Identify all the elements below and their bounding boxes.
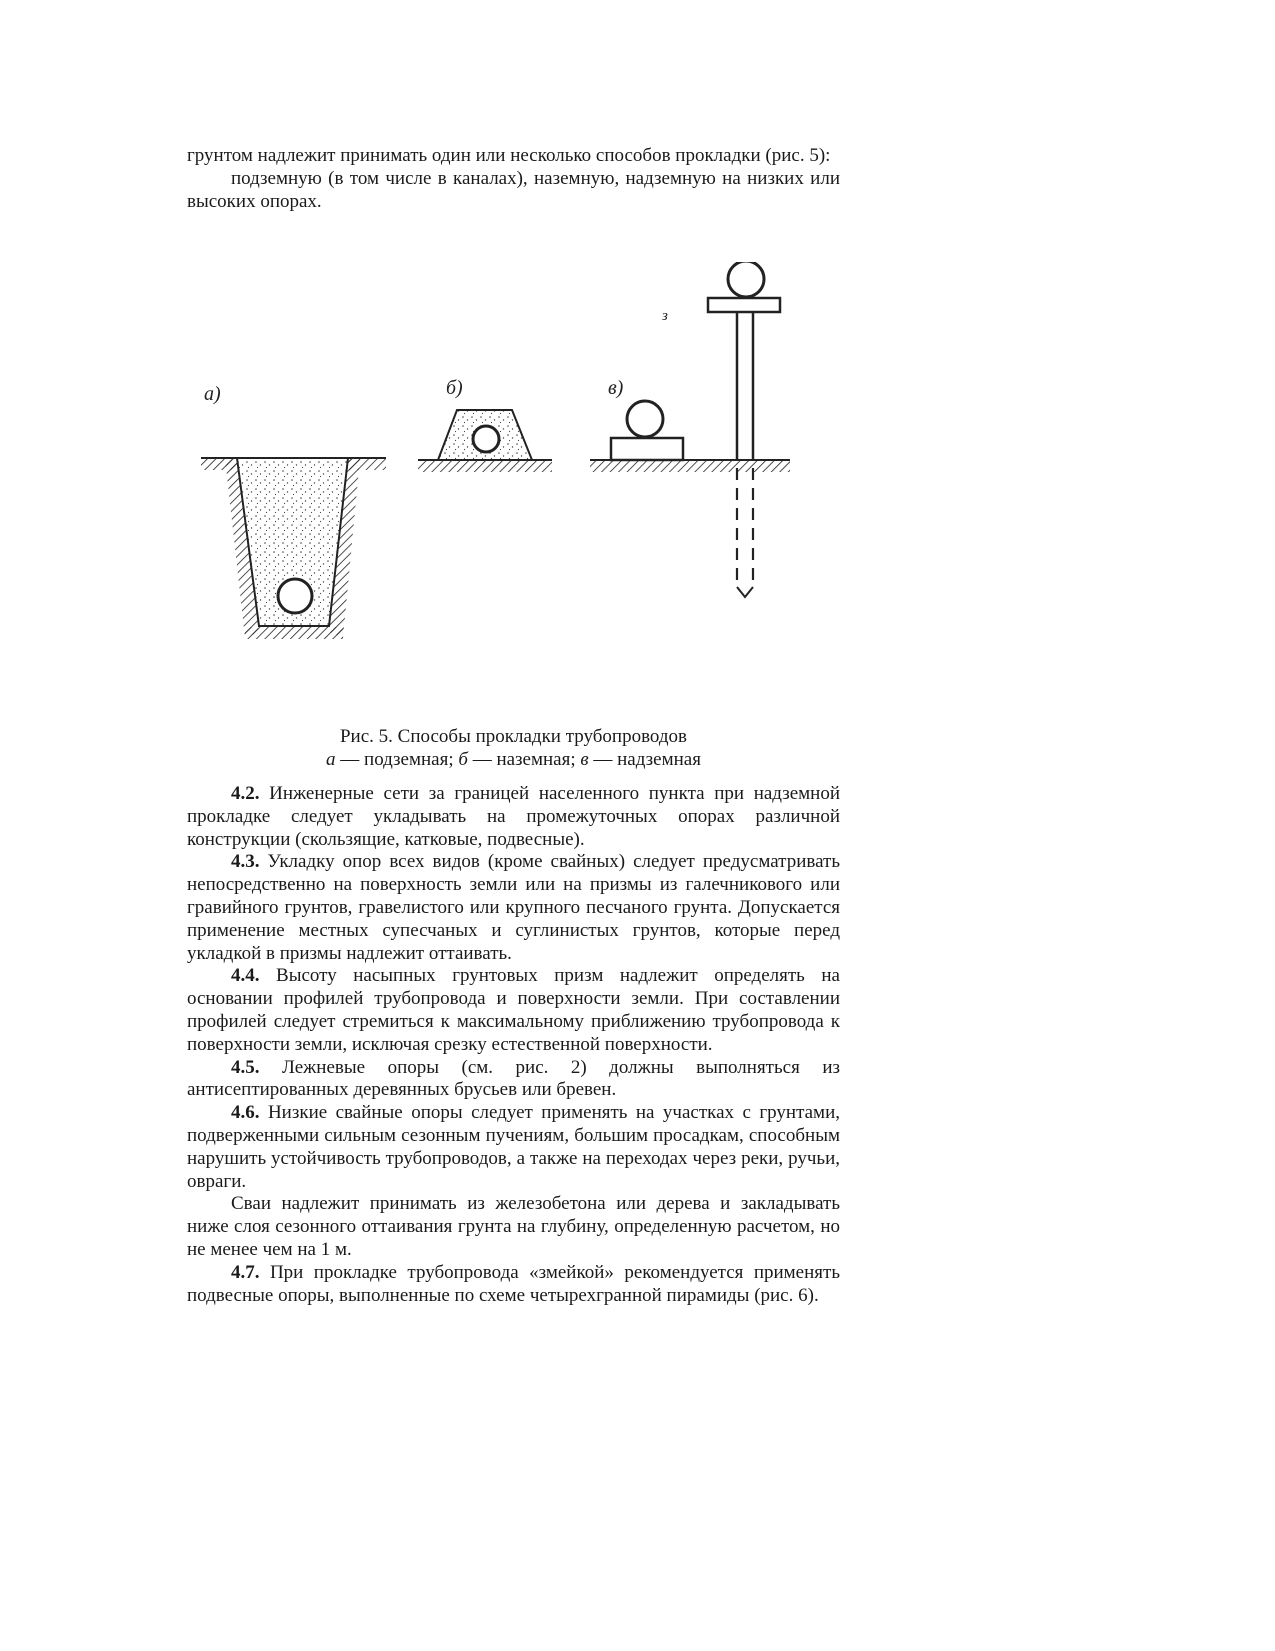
section-4-4 xyxy=(187,965,840,1056)
trench-underground xyxy=(201,458,386,639)
section-text: Укладку опор всех видов (кроме свайных) следует предусматривать непосредственно на поверхность земли или на призмы из галечникового или гравийного грунтов, гравелистого или крупного песчаного грунта. Допускается применение местных супесчаных и суглинистых грунтов, которые перед укладкой в призмы надлежит оттаивать. xyxy=(187,851,840,964)
pipe-b xyxy=(473,426,499,452)
figure-caption xyxy=(187,726,840,772)
section-number: 4.2. xyxy=(231,783,260,804)
section-4-6 xyxy=(187,1102,840,1193)
section-number: 4.6. xyxy=(231,1102,260,1124)
section-4-2 xyxy=(187,783,840,851)
caption-legend xyxy=(187,749,840,772)
caption-letter-b: б xyxy=(458,748,468,770)
figure-drawing xyxy=(200,262,840,682)
section-4-5 xyxy=(187,1057,840,1103)
section-text: Инженерные сети за границей населенного пункта при надземной прокладке следует укладывать на промежуточных опорах различной конструкции (скользящие, катковые, подвесные). xyxy=(187,783,840,850)
caption-letter-v: в xyxy=(580,748,589,770)
section-number: 4.7. xyxy=(231,1261,260,1283)
section-4-3 xyxy=(187,851,840,965)
prism-surface xyxy=(418,410,552,472)
section-text: Низкие свайные опоры следует применять на участках с грунтами, подверженными сильным сезонным пучениям, большим просадкам, способным нарушить устойчивость трубопроводов, а также на переходах через реки, ручьи, овраги. xyxy=(187,1102,840,1192)
figure-pipeline-laying-methods xyxy=(200,262,840,682)
section-text: Лежневые опоры (см. рис. 2) должны выполняться из антисептированных деревянных брусьев или бревен. xyxy=(187,1056,840,1101)
section-text: При прокладке трубопровода «змейкой» рекомендуется применять подвесные опоры, выполненные по схеме четырехгранной пирамиды (рис. 6). xyxy=(187,1261,840,1306)
pipe-v xyxy=(627,401,663,437)
section-number: 4.5. xyxy=(231,1056,260,1078)
caption-text-b: — наземная; xyxy=(467,748,581,770)
high-pile-support xyxy=(708,262,780,597)
intro-paragraph-2: подземную (в том числе в каналах), наземную, надземную на низких или высоких опорах. xyxy=(187,167,840,212)
intro-paragraph-1: грунтом надлежит принимать один или несколько способов прокладки (рис. 5): xyxy=(187,145,831,166)
caption-text-v: — надземная xyxy=(588,748,701,770)
intro-text xyxy=(187,145,840,213)
section-4-6-piles xyxy=(187,1193,840,1261)
pipe-g xyxy=(728,262,764,297)
section-text: Сваи надлежит принимать из железобетона или дерева и закладывать ниже слоя сезонного оттаивания грунта на глубину, определенную расчетом, но не менее чем на 1 м. xyxy=(187,1193,840,1260)
main-text xyxy=(187,783,840,1307)
caption-letter-a: а xyxy=(326,748,336,770)
section-4-7 xyxy=(187,1262,840,1308)
section-number: 4.4. xyxy=(231,965,260,987)
label-g: з xyxy=(662,308,668,324)
section-number: 4.3. xyxy=(231,851,260,873)
label-v: в) xyxy=(608,377,624,399)
caption-title: Рис. 5. Способы прокладки трубопроводов xyxy=(339,726,688,747)
pipe-a xyxy=(278,579,312,613)
label-b: б) xyxy=(446,377,463,399)
section-text: Высоту насыпных грунтовых призм надлежит определять на основании профилей трубопровода и поверхности земли. При составлении профилей следует стремиться к максимальному приближению трубопровода к поверхности земли, исключая срезку естественной поверхности. xyxy=(187,965,840,1055)
label-a: а) xyxy=(204,383,221,405)
caption-text-a: — подземная; xyxy=(335,748,459,770)
low-support xyxy=(590,401,790,472)
